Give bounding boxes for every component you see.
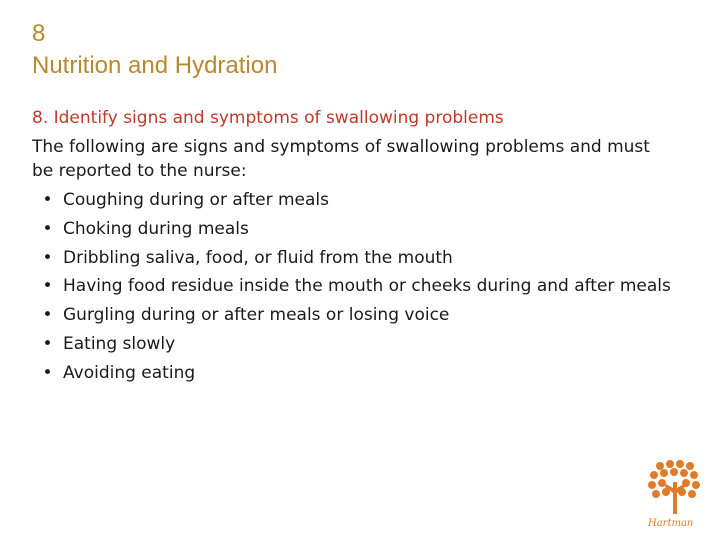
list-item xyxy=(32,303,672,327)
list-item-text: Coughing during or after meals xyxy=(63,190,329,210)
list-item xyxy=(32,275,672,298)
list-item xyxy=(32,217,672,241)
list-item-text: Avoiding eating xyxy=(63,363,196,383)
chapter-title: Nutrition and Hydration xyxy=(32,52,278,79)
bullet-icon: • xyxy=(42,305,53,325)
bullet-icon: • xyxy=(42,276,53,296)
chapter-header xyxy=(32,18,277,82)
list-item xyxy=(32,246,672,270)
bullet-icon: • xyxy=(42,248,53,268)
intro-paragraph: The following are signs and symptoms of swallowing problems and must be reported to the nurse: xyxy=(32,137,650,181)
bullet-icon: • xyxy=(42,190,53,210)
bullet-icon: • xyxy=(42,219,53,239)
bullet-icon: • xyxy=(42,334,53,354)
list-item-text: Dribbling saliva, food, or fluid from the mouth xyxy=(63,248,453,268)
section-heading: 8. Identify signs and symptoms of swallowing problems xyxy=(32,108,504,128)
logo-wordmark: Hartman xyxy=(648,518,694,529)
chapter-number: 8 xyxy=(32,20,46,47)
list-item xyxy=(32,361,672,385)
list-item-text: Eating slowly xyxy=(63,334,176,354)
list-item-text: Having food residue inside the mouth or cheeks during and after meals xyxy=(63,276,671,296)
bullet-icon: • xyxy=(42,363,53,383)
list-item-text: Choking during meals xyxy=(63,219,249,239)
list-item-text: Gurgling during or after meals or losing voice xyxy=(63,305,450,325)
symptom-list xyxy=(32,188,672,390)
list-item xyxy=(32,188,672,212)
list-item xyxy=(32,332,672,356)
